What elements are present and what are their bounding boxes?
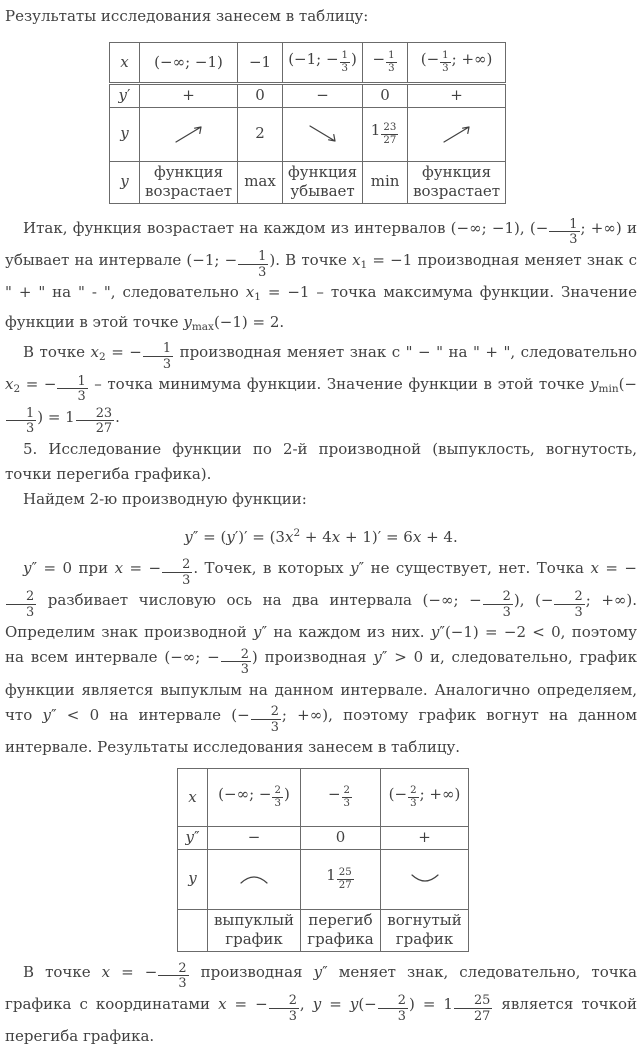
convexity-table xyxy=(177,768,637,952)
table-row xyxy=(178,827,469,850)
table-cell xyxy=(283,107,363,161)
row-label-cell: x xyxy=(178,769,208,827)
table-cell: (−∞; −1) xyxy=(140,43,238,84)
table-cell: вогнутый график xyxy=(381,909,469,951)
table-cell: 1 $\frac{23}{27}$ xyxy=(363,107,408,161)
table-cell: min xyxy=(363,161,408,203)
table-cell: 0 xyxy=(363,84,408,108)
table-cell: − xyxy=(208,827,301,850)
table-cell: + xyxy=(381,827,469,850)
table-cell: 0 xyxy=(238,84,283,108)
table-row xyxy=(110,43,506,84)
table-grid xyxy=(177,768,469,952)
row-label-cell: y xyxy=(178,849,208,909)
table-cell xyxy=(140,107,238,161)
table-cell: 2 xyxy=(238,107,283,161)
table-row xyxy=(178,909,469,951)
table-row xyxy=(178,769,469,827)
row-label-cell: x xyxy=(110,43,140,84)
table-cell: + xyxy=(408,84,506,108)
monotonicity-table xyxy=(109,42,637,204)
row-label-cell: y xyxy=(110,107,140,161)
row-label-cell: y xyxy=(110,161,140,203)
concave-arc-icon xyxy=(410,873,440,885)
row-label-cell: y′ xyxy=(110,84,140,108)
table-cell: (− $\frac{2}{3}$ ; +∞) xyxy=(381,769,469,827)
paragraph-section5: 5. Исследование функции по 2-й производной (выпуклость, вогнутость, точки перегиба графика). xyxy=(5,439,637,483)
arrow-up-right-icon xyxy=(442,124,472,144)
table-cell xyxy=(408,107,506,161)
table-grid xyxy=(109,42,506,204)
paragraph-find-second-derivative: Найдем 2-ю производную функции: xyxy=(23,489,307,508)
paragraph-monotonicity: Итак, функция возрастает на каждом из интервалов (−∞; −1), (− $\frac{1}{3}$ ; +∞) и убывает на интервале (−1; − $\frac{1}{3}$ ). В точке $x_1 = -1$ производная меняет знак с " + " на " - ", следовательно $x_1 = -1$ – точка максимума функции. Значение функции в этой точке $y_{max}(-1) = 2$. xyxy=(5,216,637,334)
paragraph-minimum: В точке $x_2$ = − $\frac{1}{3}$ производная меняет знак с " − " на " + ", следовательно $x_2$ = − $\frac{1}{3}$ – точка минимума функции. Значение функции в этой точке $y_{min}(-$ $\frac{1}{3}$ ) = 1 $\frac{23}{27}$ . xyxy=(5,341,637,437)
table-cell: + xyxy=(140,84,238,108)
table-cell: −1 xyxy=(238,43,283,84)
table-cell xyxy=(381,849,469,909)
convex-arc-icon xyxy=(239,873,269,885)
paragraph-intervals-analysis: y″ = 0 при x = − $\frac{2}{3}$ . Точек, в которых y″ не существует, нет. Точка x = − $\frac{2}{3}$ разбивает числовую ось на два интервала (−∞; − $\frac{2}{3}$ ), (− $\frac{2}{3}$ ; +∞). Определим знак производной y″ на каждом из них. y″(−1) = −2 < 0, поэтому на всем интервале (−∞; − $\frac{2}{3}$ ) производная y″ > 0 и, следовательно, график функции является выпуклым на данном интервале. Аналогично определяем, что y″ < 0 на интервале (− $\frac{2}{3}$ ; +∞), поэтому график вогнут на данном интервале. Результаты исследования занесем в таблицу. xyxy=(5,557,638,757)
table-cell: 0 xyxy=(301,827,381,850)
row-label-cell: y″ xyxy=(178,827,208,850)
table-cell: (−∞; − $\frac{2}{3}$ ) xyxy=(208,769,301,827)
table-row xyxy=(178,849,469,909)
table-cell: 1 $\frac{25}{27}$ xyxy=(301,849,381,909)
table-cell: max xyxy=(238,161,283,203)
intro-line: Результаты исследования занесем в таблицу: xyxy=(5,7,369,25)
table-cell: (−1; − $\frac{1}{3}$ ) xyxy=(283,43,363,84)
table-cell: функция убывает xyxy=(283,161,363,203)
second-derivative-equation: $y'' = (y')' = (3x^2 + 4x + 1)' = 6x + 4$. xyxy=(184,526,458,546)
table-cell: функция возрастает xyxy=(140,161,238,203)
arrow-up-right-icon xyxy=(174,124,204,144)
table-cell: − $\frac{2}{3}$ xyxy=(301,769,381,827)
table-row xyxy=(110,107,506,161)
paragraph-inflection-conclusion: В точке x = − $\frac{2}{3}$ производная y″ меняет знак, следовательно, точка графика с координатами x = − $\frac{2}{3}$ , y = y(− $\frac{2}{3}$ ) = 1 $\frac{25}{27}$ является точкой перегиба графика. xyxy=(5,960,637,1046)
table-cell: выпуклый график xyxy=(208,909,301,951)
arrow-down-right-icon xyxy=(308,124,338,144)
table-cell: функция возрастает xyxy=(408,161,506,203)
table-cell: (− $\frac{1}{3}$ ; +∞) xyxy=(408,43,506,84)
table-cell: перегиб графика xyxy=(301,909,381,951)
table-row xyxy=(110,84,506,108)
table-cell: − xyxy=(283,84,363,108)
table-row xyxy=(110,161,506,203)
row-label-cell xyxy=(178,909,208,951)
table-cell: − $\frac{1}{3}$ xyxy=(363,43,408,84)
table-cell xyxy=(208,849,301,909)
